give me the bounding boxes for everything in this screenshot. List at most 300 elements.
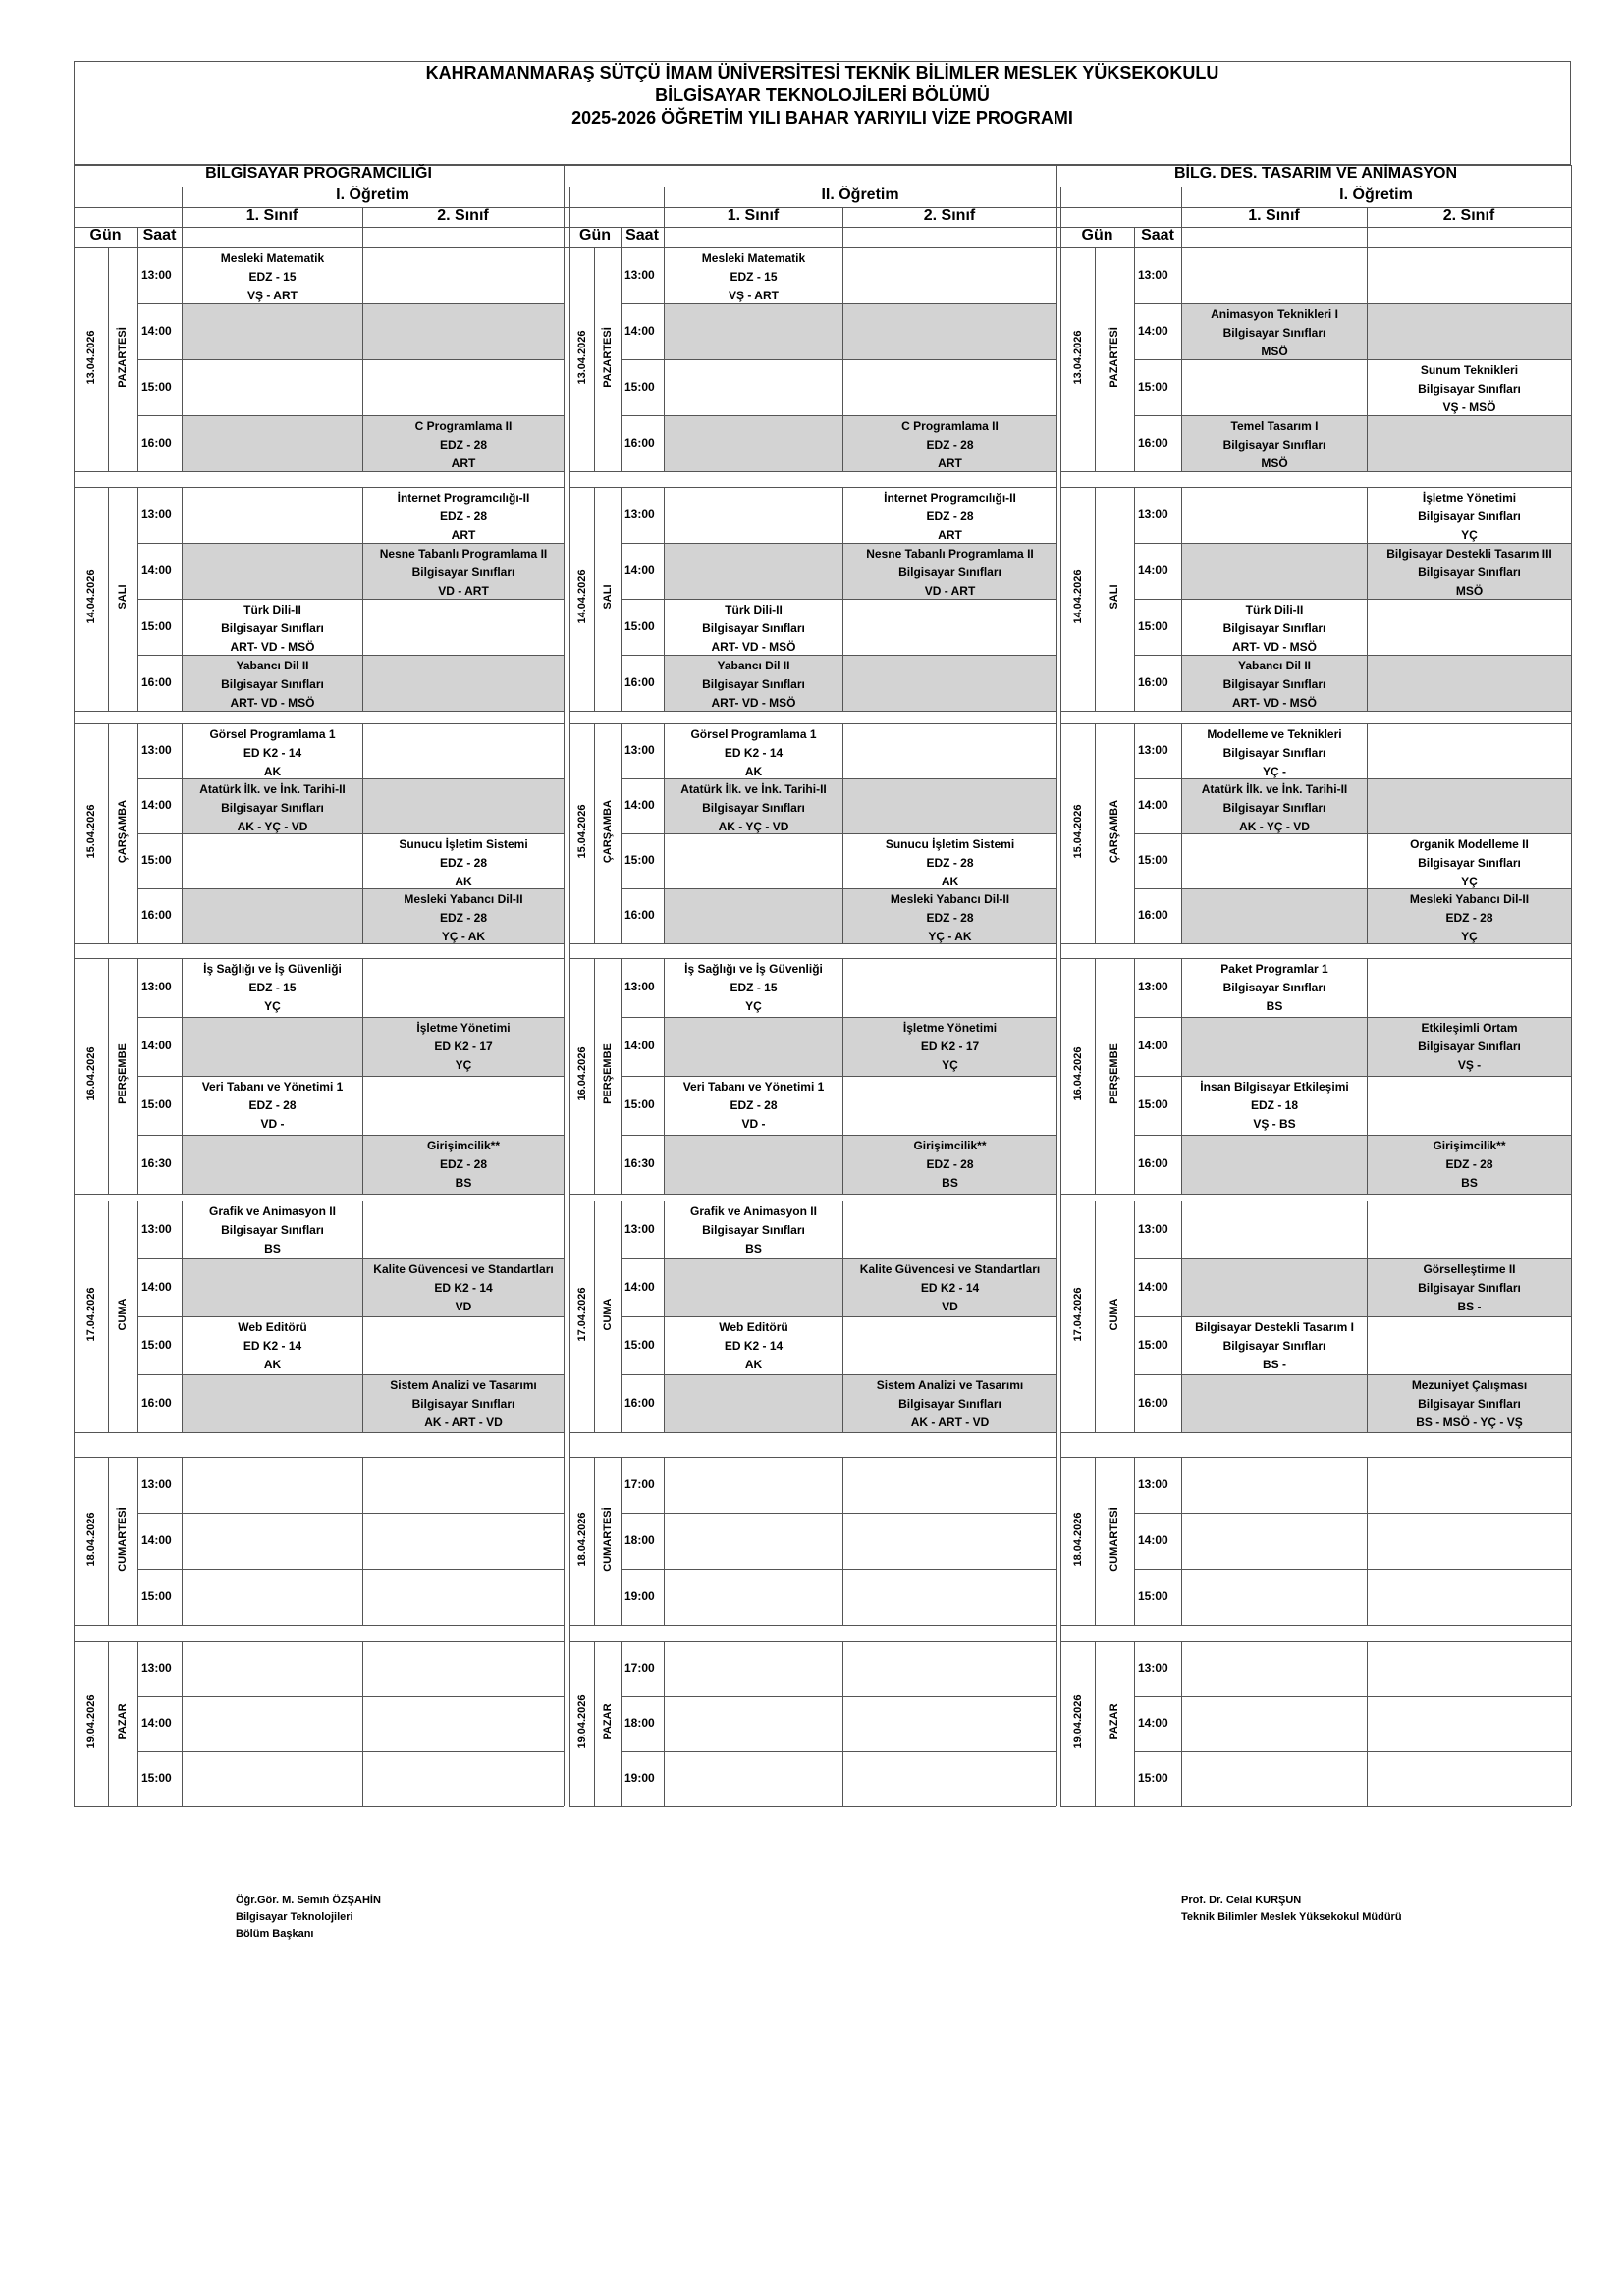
exam-cell bbox=[183, 1752, 362, 1806]
exam-cell-line: EDZ - 15 bbox=[248, 270, 297, 284]
exam-cell-line: BS - bbox=[1263, 1358, 1286, 1371]
exam-cell bbox=[665, 1018, 842, 1076]
exam-cell bbox=[665, 779, 842, 833]
grid-line bbox=[1134, 227, 1135, 247]
exam-cell-line: EDZ - 28 bbox=[439, 856, 487, 870]
time-slot: 18:00 bbox=[624, 1532, 655, 1547]
time-slot: 14:00 bbox=[1138, 562, 1168, 577]
exam-cell-line: ED K2 - 14 bbox=[920, 1281, 980, 1295]
grid-line bbox=[621, 1641, 622, 1806]
exam-cell-line: Sistem Analizi ve Tasarımı bbox=[876, 1378, 1024, 1392]
exam-cell-line: EDZ - 28 bbox=[439, 509, 487, 523]
exam-cell-line: Grafik ve Animasyon II bbox=[209, 1204, 336, 1218]
exam-cell bbox=[183, 488, 362, 543]
exam-cell bbox=[183, 1458, 362, 1513]
exam-cell bbox=[1182, 1752, 1367, 1806]
exam-cell-line: BS - MSÖ - YÇ - VŞ bbox=[1416, 1415, 1523, 1429]
exam-cell-line: C Programlama II bbox=[414, 419, 513, 433]
exam-cell bbox=[843, 1018, 1056, 1076]
exam-cell bbox=[665, 488, 842, 543]
signature-right-title: Teknik Bilimler Meslek Yüksekokul Müdürü bbox=[1181, 1911, 1402, 1923]
exam-cell-line: Bilgisayar Sınıfları bbox=[1418, 1397, 1521, 1411]
exam-cell-line: ART bbox=[451, 456, 476, 470]
day-date: 16.04.2026 bbox=[84, 1046, 97, 1101]
time-slot: 13:00 bbox=[624, 1221, 655, 1236]
day-date: 15.04.2026 bbox=[84, 804, 97, 859]
saat-header: Saat bbox=[625, 227, 659, 243]
grid-line bbox=[1095, 1641, 1096, 1806]
exam-cell-line: Bilgisayar Sınıfları bbox=[1222, 326, 1326, 340]
exam-cell-line: EDZ - 18 bbox=[1250, 1098, 1298, 1112]
exam-cell-line: BS - bbox=[1457, 1300, 1482, 1313]
time-slot: 16:00 bbox=[1138, 1156, 1168, 1170]
day-date: 15.04.2026 bbox=[1071, 804, 1084, 859]
grid-line bbox=[621, 1457, 622, 1625]
grid-line bbox=[137, 1641, 138, 1806]
exam-cell-line: Mesleki Matematik bbox=[701, 251, 806, 265]
time-slot: 15:00 bbox=[1138, 1771, 1168, 1785]
exam-cell bbox=[665, 889, 842, 943]
time-slot: 14:00 bbox=[141, 323, 172, 338]
grid-line bbox=[74, 1194, 564, 1195]
time-slot: 13:00 bbox=[624, 507, 655, 521]
exam-cell bbox=[665, 1570, 842, 1625]
exam-cell-line: AK bbox=[455, 875, 472, 888]
time-slot: 13:00 bbox=[1138, 1221, 1168, 1236]
day-date: 19.04.2026 bbox=[1071, 1694, 1084, 1749]
grid-line bbox=[1095, 1457, 1096, 1625]
exam-cell bbox=[843, 1201, 1056, 1258]
exam-cell bbox=[665, 544, 842, 599]
time-slot: 13:00 bbox=[141, 1476, 172, 1491]
day-date: 14.04.2026 bbox=[84, 569, 97, 624]
exam-cell bbox=[665, 304, 842, 359]
exam-cell-line: ART- VD - MSÖ bbox=[711, 640, 796, 654]
day-date: 18.04.2026 bbox=[1071, 1511, 1084, 1567]
exam-cell-line: İşletme Yönetimi bbox=[1422, 491, 1517, 505]
day-name: PAZARTESİ bbox=[1109, 327, 1120, 388]
time-slot: 14:00 bbox=[141, 1716, 172, 1730]
time-slot: 13:00 bbox=[624, 980, 655, 993]
time-slot: 13:00 bbox=[624, 743, 655, 757]
grid-line bbox=[1060, 471, 1571, 472]
exam-cell bbox=[363, 544, 564, 599]
exam-cell bbox=[665, 1259, 842, 1316]
exam-cell-line: EDZ - 15 bbox=[730, 981, 778, 994]
exam-cell bbox=[183, 1642, 362, 1696]
exam-cell-line: Atatürk İlk. ve İnk. Tarihi-II bbox=[680, 782, 827, 796]
exam-cell-line: Etkileşimli Ortam bbox=[1421, 1021, 1518, 1035]
program-header-bp: BİLGİSAYAR PROGRAMCILIĞI bbox=[205, 165, 432, 182]
day-date: 13.04.2026 bbox=[84, 330, 97, 385]
time-slot: 16:00 bbox=[141, 1395, 172, 1410]
grid-line bbox=[1095, 958, 1096, 1194]
exam-cell bbox=[183, 416, 362, 471]
time-slot: 16:00 bbox=[141, 908, 172, 922]
exam-cell-line: Bilgisayar Sınıfları bbox=[411, 565, 515, 579]
exam-cell-line: BS bbox=[745, 1242, 762, 1255]
exam-cell-line: İnternet Programcılığı-II bbox=[397, 491, 530, 505]
day-name: PAZARTESİ bbox=[601, 327, 614, 388]
time-slot: 15:00 bbox=[141, 1588, 172, 1603]
exam-cell bbox=[843, 360, 1056, 415]
exam-cell bbox=[183, 600, 362, 655]
exam-cell-line: ART- VD - MSÖ bbox=[230, 640, 315, 654]
time-slot: 15:00 bbox=[141, 618, 172, 633]
exam-cell-line: Görselleştirme II bbox=[1423, 1262, 1516, 1276]
time-slot: 17:00 bbox=[624, 1661, 655, 1675]
time-slot: 16:00 bbox=[141, 674, 172, 689]
grid-line bbox=[108, 723, 109, 943]
exam-cell-line: Bilgisayar Sınıfları bbox=[1222, 746, 1326, 760]
day-name: ÇARŞAMBA bbox=[117, 799, 129, 864]
exam-cell-line: AK - ART - VD bbox=[424, 1415, 503, 1429]
grid-line bbox=[74, 471, 564, 472]
exam-cell bbox=[1182, 1642, 1367, 1696]
exam-cell-line: Animasyon Teknikleri I bbox=[1211, 307, 1338, 321]
exam-cell bbox=[665, 1642, 842, 1696]
time-slot: 16:00 bbox=[624, 908, 655, 922]
time-slot: 13:00 bbox=[141, 743, 172, 757]
exam-cell bbox=[363, 416, 564, 471]
exam-cell-line: Paket Programlar 1 bbox=[1220, 962, 1328, 976]
exam-cell bbox=[1368, 1201, 1571, 1258]
exam-cell bbox=[1182, 416, 1367, 471]
exam-cell-line: ED K2 - 17 bbox=[434, 1040, 493, 1053]
exam-cell bbox=[1182, 360, 1367, 415]
time-slot: 16:30 bbox=[141, 1156, 172, 1170]
exam-cell bbox=[843, 1317, 1056, 1374]
exam-cell-line: EDZ - 28 bbox=[926, 1157, 974, 1171]
time-slot: 15:00 bbox=[141, 1771, 172, 1785]
exam-cell-line: Sunucu İşletim Sistemi bbox=[399, 837, 528, 851]
grid-line bbox=[74, 943, 564, 944]
program-header-bdta: BİLG. DES. TASARIM VE ANİMASYON bbox=[1173, 165, 1457, 182]
time-slot: 14:00 bbox=[1138, 1039, 1168, 1052]
time-slot: 13:00 bbox=[1138, 980, 1168, 993]
grid-line bbox=[74, 227, 1571, 228]
exam-cell-line: EDZ - 28 bbox=[439, 911, 487, 925]
exam-cell bbox=[363, 1317, 564, 1374]
day-name: CUMA bbox=[1109, 1298, 1120, 1331]
exam-cell-line: Mesleki Yabancı Dil-II bbox=[404, 892, 523, 906]
exam-cell-line: EDZ - 28 bbox=[926, 438, 974, 452]
exam-cell bbox=[363, 1201, 564, 1258]
exam-cell bbox=[843, 1697, 1056, 1751]
grid-line bbox=[362, 207, 363, 247]
time-slot: 15:00 bbox=[1138, 1337, 1168, 1352]
class-header-1: 1. Sınıf bbox=[1248, 207, 1300, 224]
exam-cell bbox=[1368, 1077, 1571, 1135]
day-name: PAZAR bbox=[117, 1703, 129, 1740]
exam-cell bbox=[363, 834, 564, 888]
exam-cell bbox=[183, 889, 362, 943]
time-slot: 16:00 bbox=[1138, 1395, 1168, 1410]
exam-cell-line: Web Editörü bbox=[719, 1320, 788, 1334]
grid-line bbox=[108, 1201, 109, 1432]
exam-cell bbox=[1368, 248, 1571, 303]
time-slot: 13:00 bbox=[1138, 507, 1168, 521]
exam-cell bbox=[1368, 1136, 1571, 1194]
gun-header: Gün bbox=[1081, 227, 1113, 243]
exam-cell bbox=[843, 600, 1056, 655]
exam-cell bbox=[1368, 416, 1571, 471]
exam-cell bbox=[843, 1375, 1056, 1432]
exam-cell-line: VŞ - ART bbox=[247, 289, 298, 302]
day-date: 16.04.2026 bbox=[1071, 1046, 1084, 1101]
exam-cell bbox=[1182, 779, 1367, 833]
exam-cell bbox=[665, 1752, 842, 1806]
time-slot: 14:00 bbox=[624, 562, 655, 577]
time-slot: 15:00 bbox=[624, 853, 655, 867]
exam-cell bbox=[183, 1697, 362, 1751]
time-slot: 14:00 bbox=[141, 798, 172, 812]
exam-cell bbox=[843, 416, 1056, 471]
exam-cell-line: Bilgisayar Sınıfları bbox=[1418, 509, 1521, 523]
time-slot: 13:00 bbox=[624, 267, 655, 282]
exam-cell bbox=[1182, 1317, 1367, 1374]
signature-left-dept: Bilgisayar Teknolojileri bbox=[236, 1911, 353, 1923]
time-slot: 14:00 bbox=[141, 1279, 172, 1294]
time-slot: 15:00 bbox=[624, 1337, 655, 1352]
exam-cell bbox=[363, 959, 564, 1017]
exam-cell bbox=[363, 889, 564, 943]
title-line-1: KAHRAMANMARAŞ SÜTÇÜ İMAM ÜNİVERSİTESİ TEKNİK BİLİMLER MESLEK YÜKSEKOKULU bbox=[425, 63, 1219, 82]
exam-cell bbox=[1368, 1570, 1571, 1625]
grid-line bbox=[74, 165, 75, 1806]
time-slot: 16:00 bbox=[141, 435, 172, 450]
exam-cell-line: Nesne Tabanlı Programlama II bbox=[379, 547, 548, 561]
exam-cell bbox=[363, 779, 564, 833]
exam-cell bbox=[665, 248, 842, 303]
exam-cell bbox=[1368, 1752, 1571, 1806]
exam-cell-line: YÇ bbox=[942, 1058, 958, 1072]
day-name: CUMA bbox=[601, 1298, 614, 1331]
day-date: 13.04.2026 bbox=[1071, 330, 1084, 385]
grid-line bbox=[1095, 487, 1096, 711]
exam-cell-line: Sistem Analizi ve Tasarımı bbox=[390, 1378, 537, 1392]
exam-cell-line: Modelleme ve Teknikleri bbox=[1207, 727, 1342, 741]
exam-cell-line: Bilgisayar Sınıfları bbox=[1222, 981, 1326, 994]
exam-cell bbox=[843, 544, 1056, 599]
grid-line bbox=[594, 247, 595, 471]
exam-cell bbox=[1368, 1697, 1571, 1751]
time-slot: 13:00 bbox=[141, 1221, 172, 1236]
exam-cell bbox=[1182, 304, 1367, 359]
day-date: 17.04.2026 bbox=[1071, 1287, 1084, 1342]
exam-cell-line: Bilgisayar Sınıfları bbox=[1418, 1281, 1521, 1295]
exam-cell bbox=[1182, 1697, 1367, 1751]
time-slot: 13:00 bbox=[141, 507, 172, 521]
exam-cell bbox=[183, 1201, 362, 1258]
time-slot: 14:00 bbox=[624, 1279, 655, 1294]
gun-header: Gün bbox=[89, 227, 122, 243]
exam-cell-line: AK bbox=[263, 765, 282, 778]
time-slot: 15:00 bbox=[1138, 618, 1168, 633]
grid-line bbox=[1367, 207, 1368, 247]
time-slot: 14:00 bbox=[141, 1039, 172, 1052]
grid-line bbox=[1095, 1201, 1096, 1432]
grid-line bbox=[137, 1457, 138, 1625]
exam-cell-line: YÇ - AK bbox=[441, 930, 486, 943]
grid-line bbox=[108, 958, 109, 1194]
grid-line bbox=[108, 247, 109, 471]
exam-cell bbox=[843, 1259, 1056, 1316]
exam-cell-line: Sunucu İşletim Sistemi bbox=[885, 837, 1015, 851]
exam-cell-line: EDZ - 28 bbox=[730, 1098, 778, 1112]
class-header-2: 2. Sınıf bbox=[437, 207, 489, 224]
exam-cell bbox=[363, 1458, 564, 1513]
grid-line bbox=[1060, 1194, 1571, 1195]
time-slot: 14:00 bbox=[1138, 1532, 1168, 1547]
exam-cell bbox=[843, 1077, 1056, 1135]
exam-cell bbox=[183, 1375, 362, 1432]
exam-cell bbox=[1182, 600, 1367, 655]
exam-cell-line: BS bbox=[264, 1242, 281, 1255]
exam-cell-line: Bilgisayar Sınıfları bbox=[898, 1397, 1001, 1411]
exam-cell-line: EDZ - 28 bbox=[1445, 1157, 1493, 1171]
exam-cell bbox=[665, 1458, 842, 1513]
exam-cell bbox=[363, 248, 564, 303]
exam-cell bbox=[1182, 1375, 1367, 1432]
exam-cell-line: MSÖ bbox=[1261, 456, 1288, 470]
grid-line bbox=[569, 1194, 1056, 1195]
exam-cell-line: Veri Tabanı ve Yönetimi 1 bbox=[201, 1080, 344, 1094]
exam-cell bbox=[1368, 656, 1571, 711]
time-slot: 16:00 bbox=[1138, 674, 1168, 689]
day-name: ÇARŞAMBA bbox=[1109, 799, 1120, 864]
day-name: PERŞEMBE bbox=[601, 1043, 614, 1104]
day-name: CUMARTESİ bbox=[117, 1506, 129, 1572]
time-slot: 14:00 bbox=[141, 562, 172, 577]
exam-cell-line: YÇ - AK bbox=[928, 930, 972, 943]
exam-cell bbox=[363, 656, 564, 711]
time-slot: 13:00 bbox=[1138, 267, 1168, 282]
grid-line bbox=[1056, 165, 1057, 1806]
class-header-2: 2. Sınıf bbox=[923, 207, 976, 224]
exam-cell-line: İnsan Bilgisayar Etkileşimi bbox=[1200, 1080, 1349, 1094]
exam-cell bbox=[665, 834, 842, 888]
ogretim-header-2: II. Öğretim bbox=[821, 187, 899, 203]
exam-cell-line: Bilgisayar Sınıfları bbox=[702, 801, 805, 815]
exam-cell-line: BS bbox=[942, 1176, 958, 1190]
grid-line bbox=[74, 1806, 564, 1807]
exam-cell-line: Bilgisayar Sınıfları bbox=[221, 677, 324, 691]
exam-cell-line: YÇ bbox=[455, 1058, 472, 1072]
exam-cell bbox=[665, 416, 842, 471]
day-date: 14.04.2026 bbox=[1071, 569, 1084, 624]
exam-cell-line: Türk Dili-II bbox=[243, 603, 301, 616]
grid-line bbox=[621, 227, 622, 247]
exam-cell bbox=[1368, 1642, 1571, 1696]
exam-cell-line: Bilgisayar Sınıfları bbox=[1418, 1040, 1521, 1053]
exam-cell-line: Girişimcilik** bbox=[1433, 1139, 1506, 1152]
grid-line bbox=[569, 1432, 1056, 1433]
exam-cell-line: VD bbox=[942, 1300, 958, 1313]
exam-cell bbox=[1368, 1317, 1571, 1374]
exam-cell-line: Bilgisayar Sınıfları bbox=[411, 1397, 515, 1411]
exam-cell-line: Girişimcilik** bbox=[426, 1139, 501, 1152]
exam-cell-line: C Programlama II bbox=[901, 419, 999, 433]
exam-cell-line: Sunum Teknikleri bbox=[1420, 363, 1519, 377]
time-slot: 14:00 bbox=[1138, 323, 1168, 338]
exam-cell-line: VD bbox=[455, 1300, 472, 1313]
grid-line bbox=[1060, 187, 1061, 1806]
exam-cell-line: VŞ - MSÖ bbox=[1442, 400, 1496, 414]
time-slot: 14:00 bbox=[624, 1039, 655, 1052]
exam-cell bbox=[1368, 1458, 1571, 1513]
exam-cell-line: AK bbox=[744, 765, 763, 778]
exam-cell bbox=[843, 488, 1056, 543]
exam-cell bbox=[665, 1201, 842, 1258]
exam-cell-line: EDZ - 15 bbox=[730, 270, 778, 284]
exam-cell bbox=[1368, 544, 1571, 599]
exam-cell-line: VD - bbox=[260, 1117, 285, 1131]
grid-line bbox=[1060, 1432, 1571, 1433]
exam-cell bbox=[363, 360, 564, 415]
exam-cell bbox=[1368, 724, 1571, 778]
exam-cell bbox=[363, 1697, 564, 1751]
exam-cell bbox=[1368, 959, 1571, 1017]
exam-cell bbox=[1182, 1077, 1367, 1135]
exam-cell bbox=[1368, 600, 1571, 655]
exam-cell-line: ED K2 - 14 bbox=[243, 746, 302, 760]
exam-cell bbox=[1182, 1514, 1367, 1569]
exam-cell-line: Yabancı Dil II bbox=[717, 659, 790, 672]
exam-cell bbox=[843, 889, 1056, 943]
exam-cell bbox=[1368, 834, 1571, 888]
time-slot: 14:00 bbox=[1138, 798, 1168, 812]
exam-cell-line: EDZ - 28 bbox=[1445, 911, 1493, 925]
exam-cell-line: Grafik ve Animasyon II bbox=[690, 1204, 817, 1218]
grid-line bbox=[1060, 1806, 1571, 1807]
exam-cell bbox=[1182, 1259, 1367, 1316]
day-date: 19.04.2026 bbox=[575, 1694, 588, 1749]
grid-line bbox=[1095, 247, 1096, 471]
grid-line bbox=[594, 723, 595, 943]
exam-cell bbox=[665, 656, 842, 711]
exam-cell-line: AK bbox=[744, 1358, 763, 1371]
grid-line bbox=[1060, 1625, 1571, 1626]
time-slot: 13:00 bbox=[1138, 743, 1168, 757]
exam-cell bbox=[363, 1642, 564, 1696]
day-name: PAZAR bbox=[1109, 1703, 1120, 1740]
exam-cell-line: EDZ - 28 bbox=[439, 1157, 487, 1171]
exam-cell-line: ED K2 - 14 bbox=[243, 1339, 302, 1353]
exam-cell-line: Bilgisayar Sınıfları bbox=[702, 677, 805, 691]
exam-cell-line: Bilgisayar Sınıfları bbox=[1418, 382, 1521, 396]
exam-cell-line: EDZ - 28 bbox=[926, 911, 974, 925]
exam-cell bbox=[665, 959, 842, 1017]
grid-line bbox=[569, 943, 1056, 944]
grid-line bbox=[564, 165, 565, 1806]
exam-cell-line: YÇ bbox=[1461, 875, 1478, 888]
exam-cell-line: Bilgisayar Sınıfları bbox=[221, 1223, 324, 1237]
exam-cell bbox=[1182, 488, 1367, 543]
exam-cell-line: BS bbox=[1266, 999, 1283, 1013]
day-name: PAZAR bbox=[601, 1703, 614, 1740]
exam-cell bbox=[1182, 1136, 1367, 1194]
exam-cell-line: MSÖ bbox=[1455, 584, 1484, 598]
time-slot: 15:00 bbox=[141, 1337, 172, 1352]
exam-cell bbox=[1368, 1018, 1571, 1076]
time-slot: 14:00 bbox=[624, 323, 655, 338]
exam-cell bbox=[183, 959, 362, 1017]
spacer-row bbox=[74, 133, 1571, 165]
time-slot: 15:00 bbox=[141, 1097, 172, 1111]
exam-cell bbox=[183, 1018, 362, 1076]
day-name: CUMARTESİ bbox=[1109, 1506, 1120, 1572]
